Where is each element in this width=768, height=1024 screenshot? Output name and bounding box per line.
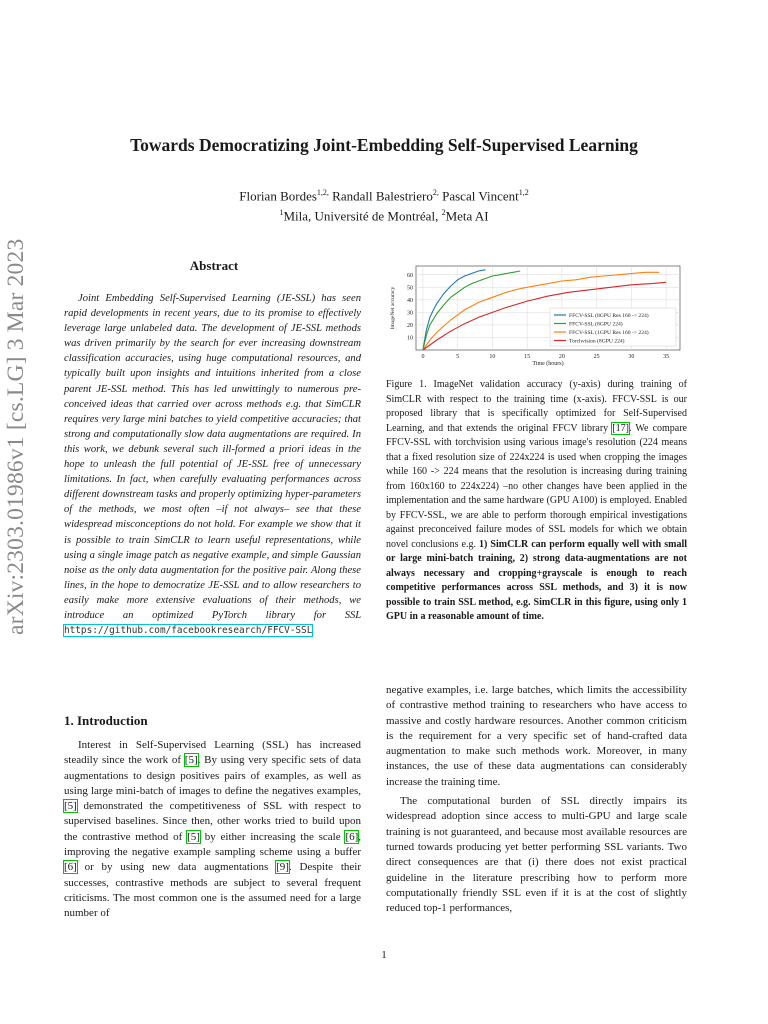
- legend-label: FFCV-SSL (8GPU Res 160 -> 224): [569, 313, 649, 319]
- abstract-heading: Abstract: [189, 258, 239, 273]
- authors-line: Florian Bordes$^{1,2,}$ Randall Balestriero$^{2,}$ Pascal Vincent$^{1,2}$: [239, 188, 529, 204]
- x-axis-label: Time (hours): [532, 361, 564, 367]
- x-tick-label: 35: [663, 354, 670, 360]
- x-tick-label: 30: [628, 354, 635, 360]
- x-tick-label: 25: [593, 354, 600, 360]
- intro-text: Interest in Self-Supervised Learning (SSL) has increased steadily since the work of: [64, 739, 361, 767]
- arxiv-identifier: arXiv:2303.01986v1 [cs.LG] 3 Mar 2023: [3, 238, 29, 635]
- y-tick-label: 40: [407, 297, 413, 304]
- authors-block: [0, 184, 768, 225]
- intro-text: by either increasing the scale: [199, 830, 346, 843]
- intro-text: or by using new data augmentations: [76, 861, 277, 874]
- y-tick-label: 20: [407, 322, 413, 329]
- caption-text: Figure 1. ImageNet validation accuracy (y-axis) during training of SimCLR with respect to the training time (x-axis). FFCV-SSL is our proposed library that is specifically optimized for Self-Supervised Learning, and that extends the original FFCV library: [386, 379, 687, 434]
- y-tick-label: 50: [407, 285, 413, 292]
- abstract-text: [64, 291, 361, 638]
- legend-label: FFCV-SSL (8GPU 224): [569, 321, 623, 328]
- intro-text: . By using very specific sets of data augmentations to design positives pairs of examples, as well as using large mini-batch of images to define the negatives examples,: [64, 754, 362, 797]
- caption-bold-findings: 1) SimCLR can perform equally well with small or large mini-batch training, 2) strong data-augmentations are not always necessary and cropping+grayscale is enough to reach competitive performances across SSL methods, and 3) it is now possible to train SSL method, e.g. SimCLR in this figure, using only 1 GPU in a reasonable amount of time.: [386, 538, 687, 622]
- citation-link[interactable]: [9]: [276, 861, 289, 874]
- figure-1-caption: [386, 378, 687, 625]
- citation-link[interactable]: [5]: [187, 830, 200, 843]
- y-tick-label: 10: [407, 335, 413, 342]
- right-column-body: [386, 683, 687, 916]
- intro-text: demonstrated the competitiveness of SSL with respect to supervised baselines. Since then, other works tried to build upon the contrastive method of: [64, 800, 361, 843]
- x-tick-label: 15: [524, 354, 531, 360]
- section-heading-introduction: 1. Introduction: [64, 713, 148, 728]
- body-paragraph: negative examples, i.e. large batches, which limits the accessibility of contrastive method training to researchers who have access to massive and costly hardware resources. Another common criticism is the requirement for a very specific set of hand-crafted data augmentation to make such methods work. Moreover, in many instances, the use of these data augmentations can considerably increase the training time.: [386, 684, 687, 788]
- y-axis-label: ImageNet accuracy: [390, 286, 396, 330]
- introduction-paragraph: [64, 738, 361, 922]
- code-repository-link[interactable]: https://github.com/facebookresearch/FFCV-SSL: [64, 625, 313, 637]
- citation-link[interactable]: [6]: [64, 861, 77, 874]
- x-tick-label: 0: [421, 354, 425, 360]
- citation-link[interactable]: [5]: [64, 800, 77, 813]
- x-tick-label: 10: [489, 354, 496, 360]
- intro-text: . Despite their successes, contrastive methods are subject to several frequent criticisms. The most common one is the assumed need for a large number of: [64, 861, 361, 920]
- intro-text: , improving the negative example sampling scheme using a buffer: [64, 830, 362, 859]
- citation-link[interactable]: [5]: [184, 754, 198, 767]
- affiliations-line: $^1$Mila, Université de Montréal, $^2$Meta AI: [279, 208, 489, 224]
- citation-link[interactable]: [6]: [345, 830, 359, 843]
- figure-1-chart: [380, 258, 688, 370]
- paper-title: Towards Democratizing Joint-Embedding Self-Supervised Learning: [130, 135, 638, 155]
- legend-label: Torchvision (8GPU 224): [569, 338, 625, 345]
- citation-link[interactable]: [17]: [612, 422, 629, 434]
- y-tick-label: 30: [407, 310, 413, 317]
- x-tick-label: 5: [456, 354, 460, 360]
- page-number: 1: [381, 949, 387, 961]
- abstract-body: Joint Embedding Self-Supervised Learning (JE-SSL) has seen rapid developments in recent years, due to its promise to effectively leverage large unlabeled data. The development of JE-SSL methods was driven primarily by the search for ever increasing downstream classification accuracies, using huge computational resources, and typically built upon insights and intuitions inherited from a close parent JE-SSL method. This has led unwittingly to numerous pre-conceived ideas that carried over across methods e.g. that SimCLR requires very large mini batches to yield competitive accuracies; that strong and computationally slow data augmentations are required. In this work, we debunk several such ill-formed a priori ideas in the hope to unleash the full potential of JE-SSL free of unnecessary limitations. In fact, when carefully evaluating performances across different downstream tasks and properly optimizing hyper-parameters of the methods, we most often –if not always– see that these widespread misconceptions do not hold. For example we show that it is possible to train SimCLR to learn useful representations, while using a single image patch as negative example, and simple Gaussian noise as the only data augmentation for the positive pair. Along these lines, in the hope to democratize JE-SSL and to allow researchers to easily make more extensive evaluations of their methods, we introduce an optimized PyTorch library for SSL: [64, 293, 361, 621]
- body-paragraph: The computational burden of SSL directly impairs its widespread adoption since access to multi-GPU and large scale training is not guaranteed, and because most available resources are turned towards producing yet better performing SSL variants. Two direct consequences are that (i) there does not exist practical guideline in the literature prescribing how to perform more computationally friendly SSL even if it is at the cost of slightly reduced top-1 performances,: [386, 795, 687, 915]
- caption-text: . We compare FFCV-SSL with torchvision using various image's resolution (224 means that a fixed resolution size of 224x224 is used when cropping the images while 160 -> 224 means that the resolution is increasing during training from 160x160 to 224x224) –no other changes have been applied in the implementation and the same hardware (GPU A100) is employed. Enabled by FFCV-SSL, we are able to perform thorough empirical investigations against preconceived failure modes of SSL models for which we obtain novel conclusions e.g.: [386, 422, 687, 550]
- y-tick-label: 60: [407, 272, 413, 279]
- legend-label: FFCV-SSL (1GPU Res 160 -> 224): [569, 330, 649, 336]
- x-tick-label: 20: [558, 354, 565, 360]
